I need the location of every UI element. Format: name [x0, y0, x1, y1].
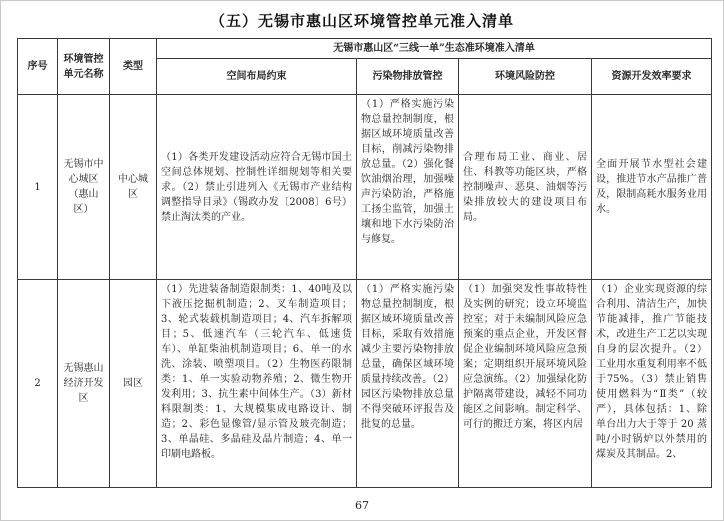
- cell-resource: 全面开展节水型社会建设，推进节水产品推广普及，限制高耗水服务业用水。: [592, 95, 712, 280]
- cell-pollutant: （1）严格实施污染物总量控制制度，根据区域环境质量改善目标，削减污染物排放总量。（2）强化餐饮油烟治理，加强噪声污染防治，严格施工扬尘监管，加强土壤和地下水污染防治与修复。: [357, 95, 459, 280]
- cell-spatial: （1）先进装备制造限制类：1、40吨及以下液压挖掘机制造；2、叉车制造项目；3、轮式装载机制造项目；4、汽车拆解项目；5、低速汽车（三轮汽车、低速货车）、单缸柴油机制造项目；6、单一的水洗、涂装、喷塑项目。（2）生物医药限制类：1、单一实验动物养殖；2、微生物开发利用；3、抗生素中间体生产。（3）新材料限制类：1、大规模集成电路设计、制造；2、彩色显像管/显示管及玻壳制造；3、单晶硅、多晶硅及晶片制造；4、单一印刷电路板。: [157, 280, 357, 488]
- page-title: （五）无锡市惠山区环境管控单元准入清单: [209, 12, 514, 30]
- cell-risk: 合理布局工业、商业、居住、科教等功能区块，严格控制噪声、恶臭、油烟等污染排放较大的建设项目布局。: [459, 95, 592, 280]
- col-header-spatial: 空间布局约束: [157, 59, 357, 95]
- cell-index: 2: [18, 280, 58, 488]
- cell-spatial: （1）各类开发建设活动应符合无锡市国土空间总体规划、控制性详细规划等相关要求。（2）禁止引进列入《无锡市产业结构调整指导目录》（锡政办发〔2008〕6号）禁止淘汰类的产业。: [157, 95, 357, 280]
- col-header-type: 类型: [110, 39, 157, 95]
- cell-unit-name: 无锡市中心城区（惠山区）: [58, 95, 110, 280]
- col-header-resource: 资源开发效率要求: [592, 59, 712, 95]
- cell-index: 1: [18, 95, 58, 280]
- merged-header: 无锡市惠山区“三线一单”生态准环境准入清单: [157, 39, 712, 59]
- cell-type: 中心城区: [110, 95, 157, 280]
- table-row: [18, 280, 712, 488]
- col-header-pollutant: 污染物排放管控: [357, 59, 459, 95]
- col-header-risk: 环境风险防控: [459, 59, 592, 95]
- col-header-unit-name: 环境管控单元名称: [58, 39, 110, 95]
- table-header-row-1: [18, 39, 712, 59]
- cell-pollutant: （1）严格实施污染物总量控制制度，根据区域环境质量改善目标，采取有效措施减少主要污染物排放总量，确保区域环境质量持续改善。（2）园区污染物排放总量不得突破环评报告及批复的总量。: [357, 280, 459, 488]
- cell-type: 园区: [110, 280, 157, 488]
- cell-unit-name: 无锡惠山经济开发区: [58, 280, 110, 488]
- page-number: 67: [355, 499, 369, 512]
- cell-risk: （1）加强突发性事故特性及实例的研究；设立环境监控室；对于未编制风险应急预案的重点企业，开发区督促企业编制环境风险应急预案；定期组织开展环境风险应急演练。（2）加强绿化防护隔离带建设，减轻不同功能区之间影响。制定科学、可行的搬迁方案，将区内居: [459, 280, 592, 488]
- cell-resource: （1）企业实现资源的综合利用、清洁生产，加快节能减排，推广节能技术，改进生产工艺以实现自身的层次提升。（2）工业用水重复利用率不低于75%。（3）禁止销售使用燃料为“Ⅱ类”（较严），具体包括：1、除单台出力大于等于 20 蒸吨/小时锅炉以外禁用的煤炭及其制品。2、: [592, 280, 712, 488]
- table-row: [18, 95, 712, 280]
- access-list-table: [17, 38, 712, 488]
- col-header-index: 序号: [18, 39, 58, 95]
